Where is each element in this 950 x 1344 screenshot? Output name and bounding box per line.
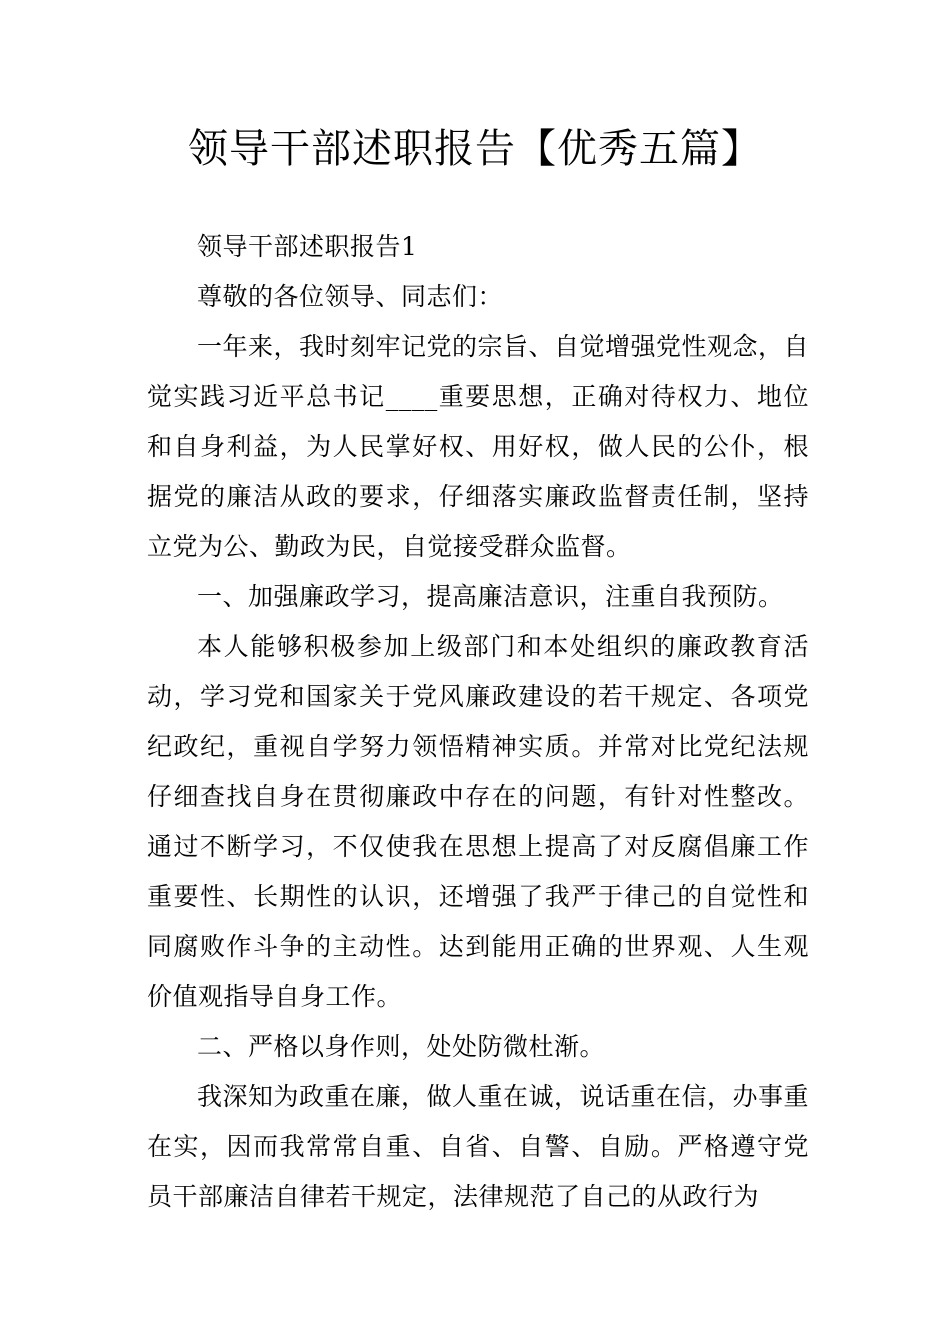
section-heading-1: 一、加强廉政学习，提高廉洁意识，注重自我预防。	[197, 582, 784, 611]
document-title: 领导干部述职报告【优秀五篇】	[188, 126, 762, 172]
section-heading-2: 二、严格以身作则，处处防微杜渐。	[197, 1032, 606, 1061]
document-body	[147, 222, 809, 1222]
paragraph-report-heading: 领导干部述职报告1	[197, 232, 418, 261]
paragraph-section-2: 我深知为政重在廉，做人重在诚，说话重在信，办事重在实，因而我常常自重、自省、自警、自励。严格遵守党员干部廉洁自律若干规定，法律规范了自己的从政行为	[147, 1082, 810, 1211]
paragraph-intro: 一年来，我时刻牢记党的宗旨、自觉增强党性观念，自觉实践习近平总书记____重要思想，正确对待权力、地位和自身利益，为人民掌好权、用好权，做人民的公仆，根据党的廉洁从政的要求，仔细落实廉政监督责任制，坚持立党为公、勤政为民，自觉接受群众监督。	[147, 332, 810, 561]
paragraph-section-1: 本人能够积极参加上级部门和本处组织的廉政教育活动，学习党和国家关于党风廉政建设的若干规定、各项党纪政纪，重视自学努力领悟精神实质。并常对比党纪法规仔细查找自身在贯彻廉政中存在的问题，有针对性整改。通过不断学习，不仅使我在思想上提高了对反腐倡廉工作重要性、长期性的认识，还增强了我严于律己的自觉性和同腐败作斗争的主动性。达到能用正确的世界观、人生观价值观指导自身工作。	[147, 632, 809, 1011]
paragraph-salutation: 尊敬的各位领导、同志们：	[197, 282, 504, 311]
